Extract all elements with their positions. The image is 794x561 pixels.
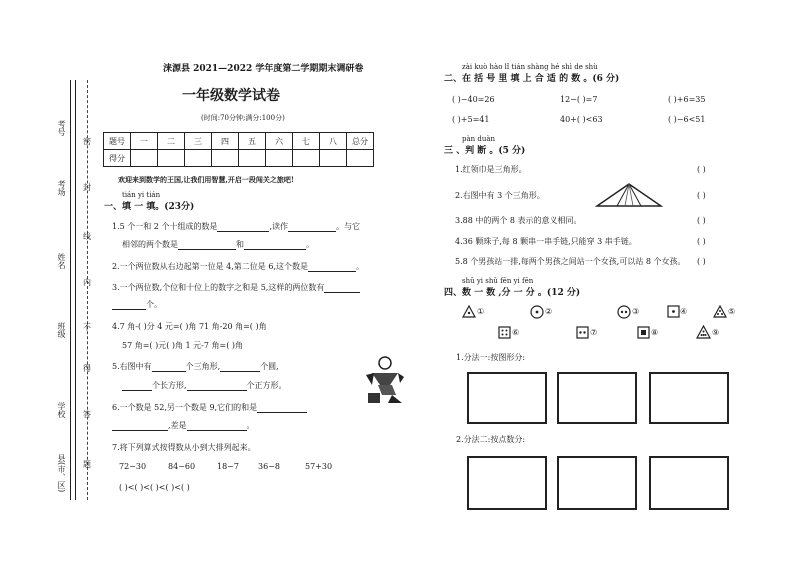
answer-blank[interactable] [220,362,260,372]
judge-item: 2.右图中有 3 个三角形。 [455,191,545,200]
sort-box[interactable] [649,372,729,424]
section4-title: 四、数 一 数 ,分 一 分 。(12 分) [444,288,581,298]
margin-label-exam-no: 考号 [57,120,66,136]
question-5: 5.右图中有 个三角形, 个圆, [112,362,279,371]
margin-label-county: 县(市、区) [57,454,66,493]
score-table [103,132,374,167]
fill-equation[interactable]: ( )−6<51 [668,115,706,124]
margin-label-exam-room: 考场 [57,180,66,196]
seal-char: 题 [83,460,91,469]
shape-number: ⑤ [728,307,736,316]
q7-expression: 72−30 [119,462,147,471]
answer-blank[interactable] [324,283,360,293]
question-5-line2: 个长方形, 个正方形。 [122,381,287,391]
section1-pinyin: tián yi tián [122,191,161,199]
score-input-cell[interactable] [347,150,374,167]
score-cell: 六 [266,133,293,150]
score-cell: 八 [320,133,347,150]
score-input-cell[interactable] [293,150,320,167]
answer-blank[interactable] [112,421,168,431]
time-info: (时间:70分钟;满分:100分) [201,114,285,122]
score-cell: 题号 [104,133,131,150]
q7-order-answer[interactable]: ( )<( )<( )<( )<( ) [119,483,190,492]
seal-char: 得 [83,364,91,373]
seal-char: 封 [83,183,91,192]
section2-pinyin: zài kuò hào lǐ tián shàng hé shì de shù [462,63,598,71]
margin-label-class: 班级 [57,322,66,338]
question-1: 1.5 个一和 2 个十组成的数是 ,读作 。与它 [112,222,360,231]
q7-expression: 84−60 [168,462,196,471]
judge-item: 1.红领巾是三角形。 [455,165,527,174]
question-3: 3.一个两位数,个位和十位上的数字之和是 5,这样的两位数有 [112,283,360,293]
score-input-cell[interactable] [239,150,266,167]
score-input-cell[interactable] [158,150,185,167]
answer-blank[interactable] [257,403,307,413]
judge-answer[interactable]: ( ) [697,191,706,200]
answer-blank[interactable] [187,421,247,431]
seal-char: 密 [83,137,91,146]
score-input-cell[interactable] [212,150,239,167]
score-input-cell[interactable] [266,150,293,167]
judge-answer[interactable]: ( ) [697,257,706,266]
shape-number: ③ [632,307,640,316]
method-1-label: 1.分法一:按图形分: [456,353,526,362]
seal-char: 线 [83,232,91,241]
score-input-cell[interactable] [131,150,158,167]
margin-label-school: 学校 [57,402,66,418]
shape-number: ⑦ [590,328,598,337]
fill-equation[interactable]: ( )+6=35 [668,95,706,104]
q7-expression: 57+30 [305,462,333,471]
shape-number: ① [477,307,485,316]
answer-blank[interactable] [122,381,152,391]
circle-dots-icon [617,305,631,319]
square-dots-icon [576,326,589,339]
square-dot-icon [667,305,680,318]
score-table-header-row [104,133,374,150]
shape-number: ⑨ [712,328,720,337]
answer-blank[interactable] [112,300,146,310]
q7-expression: 36−8 [258,462,280,471]
section3-title: 三 、判 断 。(5 分) [444,146,526,156]
score-input-cell[interactable] [320,150,347,167]
answer-blank[interactable] [217,222,269,232]
sort-box[interactable] [467,456,547,510]
shape-number: ④ [680,307,688,316]
score-cell: 二 [158,133,185,150]
score-cell: 七 [293,133,320,150]
judge-item: 4.36 颗珠子,每 8 颗串一串手链,只能穿 3 串手链。 [455,237,637,246]
answer-blank[interactable] [178,240,236,250]
question-4: 4.7 角-( )分 4 元=( )角 71 角-20 角=( )角 [112,322,267,331]
exam-title: 涞源县 2021—2022 学年度第二学期期末调研卷 [163,64,364,74]
judge-item: 5.8 个男孩站一排,每两个男孩之间站一个女孩,可以站 8 个女孩。 [455,257,686,266]
circle-dot-icon [530,305,544,319]
question-7: 7.将下列算式按得数从小到大排列起来。 [112,443,256,452]
question-6: 6.一个数是 52,另一个数是 9,它们的和是 [112,403,307,413]
judge-item: 3.88 中的两个 8 表示的意义相同。 [455,216,582,225]
q7-expression: 18−7 [217,462,239,471]
answer-blank[interactable] [187,381,247,391]
seal-char: 内 [83,278,91,287]
square-dot-icon [637,326,650,339]
fill-equation[interactable]: 12−( )=7 [560,95,598,104]
welcome-text: 欢迎来到数学的王国,让我们用智慧,开启一段闯关之旅吧! [118,175,294,184]
sort-box[interactable] [557,372,637,424]
seal-char: 不 [83,323,91,332]
triangle-dots-icon [462,305,476,318]
question-4-line2: 57 角=( )元( )角 1 元-7 角=( )角 [122,341,243,350]
seal-char: 答 [83,410,91,419]
question-1-line2: 相邻的两个数是 和 。 [122,240,314,249]
fill-equation[interactable]: ( )+5=41 [452,115,490,124]
answer-blank[interactable] [308,262,356,272]
judge-answer[interactable]: ( ) [697,216,706,225]
answer-blank[interactable] [152,362,186,372]
answer-blank[interactable] [288,222,336,232]
margin-label-name: 姓名 [57,253,66,269]
score-input-cell[interactable] [185,150,212,167]
triangle-dots-icon [696,325,711,339]
fill-equation[interactable]: ( )−40=26 [452,95,495,104]
question-2: 2.一个两位数从右边起第一位是 4,第二位是 6,这个数是 。 [112,262,364,271]
score-cell: 一 [131,133,158,150]
shape-number: ② [545,307,553,316]
section1-title: 一、填 一 填。(23分) [104,202,195,212]
triangle-dots-icon [713,305,727,318]
tangram-figure [364,355,406,407]
judge-answer[interactable]: ( ) [697,237,706,246]
answer-blank[interactable] [244,240,306,250]
score-cell: 三 [185,133,212,150]
score-cell: 五 [239,133,266,150]
sort-box[interactable] [557,456,637,510]
triangle-figure [595,182,663,208]
margin-rule-2 [75,80,76,500]
section2-title: 二、在 括 号 里 填 上 合 适 的 数 。(6 分) [444,74,620,84]
square-dots-icon [498,326,511,339]
judge-answer[interactable]: ( ) [697,165,706,174]
subject-title: 一年级数学试卷 [182,88,280,104]
score-cell: 四 [212,133,239,150]
question-6-line2: ,差是 。 [112,421,255,431]
margin-rule-1 [70,80,71,500]
score-cell: 总分 [347,133,374,150]
score-cell: 得分 [104,150,131,167]
question-3-line2: 个。 [112,300,162,310]
section4-pinyin: shǔ yi shǔ fēn yi fēn [462,277,534,285]
method-2-label: 2.分法二:按点数分: [456,435,526,444]
sort-box[interactable] [649,456,729,510]
section3-pinyin: pàn duàn [462,135,496,143]
shape-number: ⑧ [651,328,659,337]
fill-equation[interactable]: 40+( )<63 [560,115,603,124]
shape-number: ⑥ [512,328,520,337]
score-table-score-row [104,150,374,167]
sort-box[interactable] [467,372,547,424]
